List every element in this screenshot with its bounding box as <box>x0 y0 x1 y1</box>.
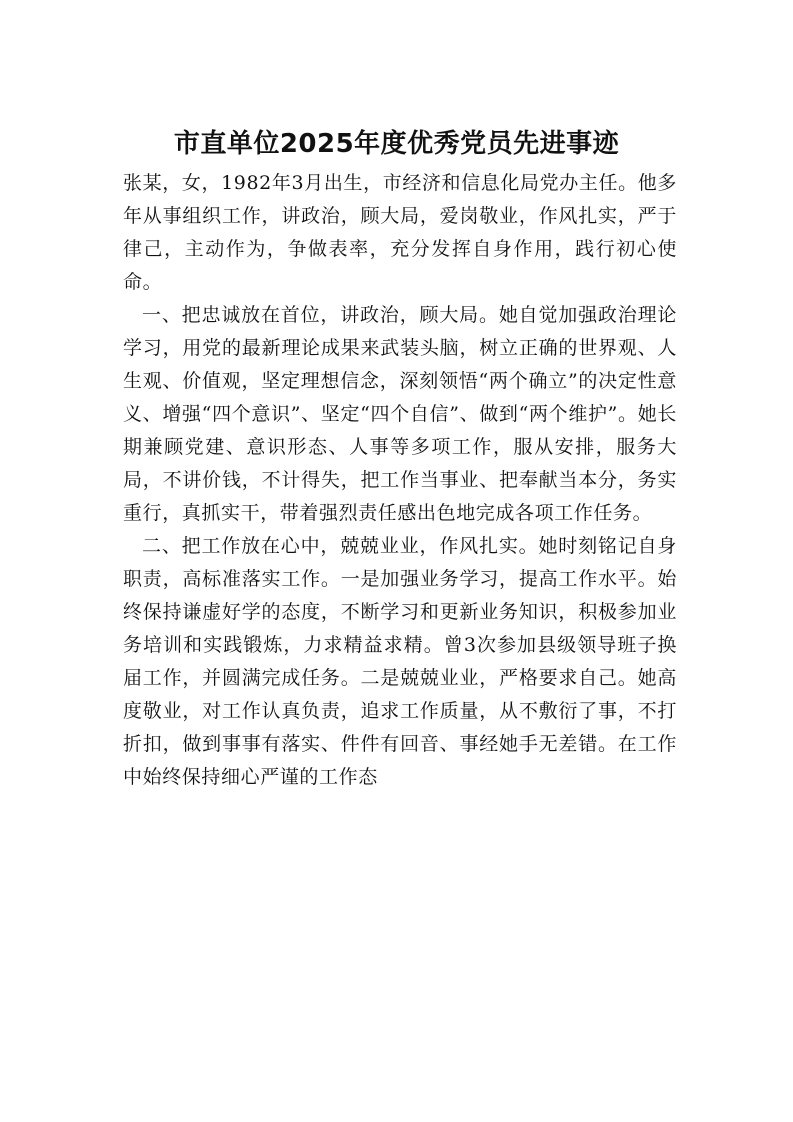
paragraph-section-one: 一、把忠诚放在首位，讲政治，顾大局。她自觉加强政治理论学习，用党的最新理论成果来武装头脑，树立正确的世界观、人生观、价值观，坚定理想信念，深刻领悟“两个确立”的决定性意义、增强“四个意识”、坚定“四个自信”、做到“两个维护”。她长期兼顾党建、意识形态、人事等多项工作，服从安排，服务大局，不讲价钱，不计得失，把工作当事业、把奉献当本分，务实重行，真抓实干，带着强烈责任感出色地完成各项工作任务。 <box>123 304 677 524</box>
document-title: 市直单位2025年度优秀党员先进事迹 <box>173 129 620 159</box>
document-body <box>123 167 677 794</box>
paragraph-section-two: 二、把工作放在心中，兢兢业业，作风扎实。她时刻铭记自身职责，高标准落实工作。一是加强业务学习，提高工作水平。始终保持谦虚好学的态度，不断学习和更新业务知识，积极参加业务培训和实践锻炼，力求精益求精。曾3次参加县级领导班子换届工作，并圆满完成任务。二是兢兢业业，严格要求自己。她高度敬业，对工作认真负责，追求工作质量，从不敷衍了事，不打折扣，做到事事有落实、件件有回音、事经她手无差错。在工作中始终保持细心严谨的工作态 <box>123 535 677 788</box>
paragraph-intro: 张某，女，1982年3月出生，市经济和信息化局党办主任。他多年从事组织工作，讲政治，顾大局，爱岗敬业，作风扎实，严于律己，主动作为，争做表率，充分发挥自身作用，践行初心使命。 <box>123 172 677 293</box>
